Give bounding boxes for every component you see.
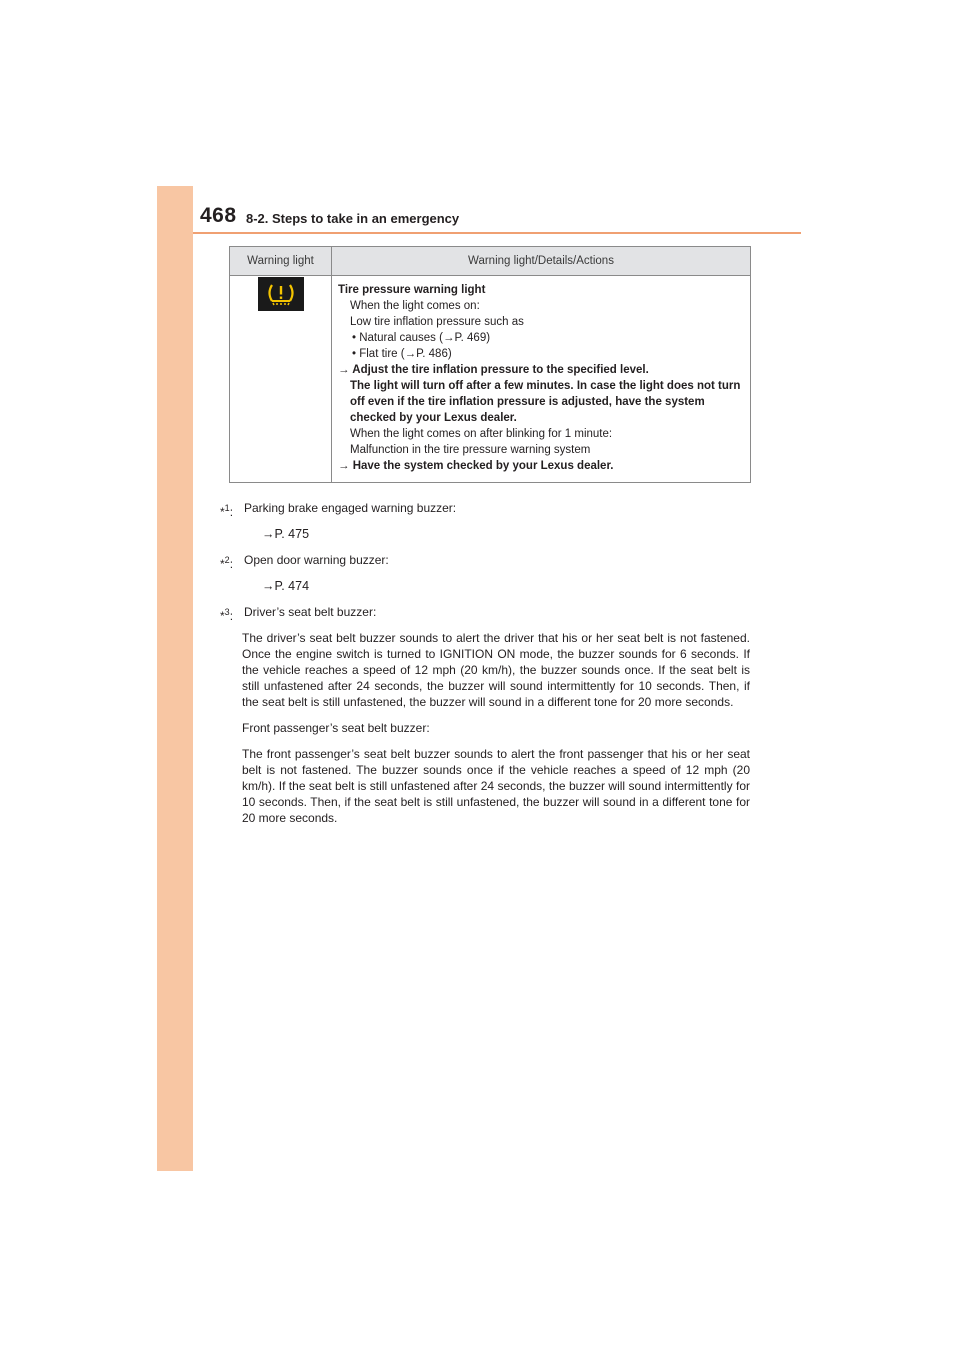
footnotes xyxy=(220,500,750,836)
footnote-2 xyxy=(220,552,750,594)
footnote-3 xyxy=(220,604,750,826)
dealer-action-text: → Have the system checked by your Lexus dealer. xyxy=(338,460,614,472)
condition-text: When the light comes on: xyxy=(350,300,480,312)
page-reference: →P. 474 xyxy=(262,579,310,593)
warning-light-table xyxy=(229,246,751,483)
column-header-warning-light: Warning light xyxy=(230,247,332,276)
cause-bullet-flat-tire: • Flat tire (→P. 486) xyxy=(352,348,452,360)
cause-bullet-natural: • Natural causes (→P. 469) xyxy=(352,332,491,344)
tire-pressure-warning-icon xyxy=(258,277,304,311)
details-cell xyxy=(332,276,751,483)
section-title: 8-2. Steps to take in an emergency xyxy=(246,211,460,226)
action-detail-text: The light will turn off after a few minutes. In case the light does not turn off even if the tire inflation pressure is adjusted, have the system checked by your Lexus dealer. xyxy=(350,380,741,424)
page-number: 468 xyxy=(200,204,237,227)
driver-buzzer-paragraph: The driver’s seat belt buzzer sounds to alert the driver that his or her seat belt is not fastened. Once the engine switch is turned to IGNITION ON mode, the buzzer sounds for 6 seconds. If the vehicle reaches a speed of 12 mph (20 km/h), the buzzer sounds once. If the seat belt is still unfastened after 24 seconds, the buzzer will sound intermittently for 10 seconds. Then, if the seat belt is still unfastened, the buzzer will sound in a different tone for 20 more seconds. xyxy=(242,631,750,709)
footnote-heading: Driver’s seat belt buzzer: xyxy=(244,605,377,619)
header-rule xyxy=(193,232,801,234)
side-tab-band xyxy=(157,186,193,1171)
footnote-mark: *$^1$: xyxy=(220,503,234,519)
malfunction-text: Malfunction in the tire pressure warning system xyxy=(350,444,591,456)
footnote-1 xyxy=(220,500,750,542)
footnote-heading: Parking brake engaged warning buzzer: xyxy=(244,501,457,515)
warning-title: Tire pressure warning light xyxy=(338,284,486,296)
footnote-body xyxy=(220,630,750,826)
table-row xyxy=(230,276,751,483)
footnote-mark: *$^2$: xyxy=(220,555,234,571)
action-text: → Adjust the tire inflation pressure to the specified level. xyxy=(338,364,649,376)
footnote-heading: Open door warning buzzer: xyxy=(244,553,389,567)
page-reference: →P. 475 xyxy=(262,527,310,541)
warning-light-cell xyxy=(230,276,332,483)
passenger-buzzer-heading: Front passenger’s seat belt buzzer: xyxy=(242,721,430,735)
passenger-buzzer-paragraph: The front passenger’s seat belt buzzer sounds to alert the front passenger that his or her seat belt is not fastened. The buzzer sounds once if the vehicle reaches a speed of 12 mph (20 km/h). If the seat belt is still unfastened after 24 seconds, the buzzer will sound intermittently for 10 seconds. Then, if the seat belt is still unfastened, the buzzer will sound in a different tone for 20 more seconds. xyxy=(242,747,750,825)
column-header-details: Warning light/Details/Actions xyxy=(332,247,751,276)
footnote-mark: *$^3$: xyxy=(220,607,234,623)
table-header-row xyxy=(230,247,751,276)
blink-condition-text: When the light comes on after blinking for 1 minute: xyxy=(350,428,613,440)
cause-text: Low tire inflation pressure such as xyxy=(350,316,524,328)
